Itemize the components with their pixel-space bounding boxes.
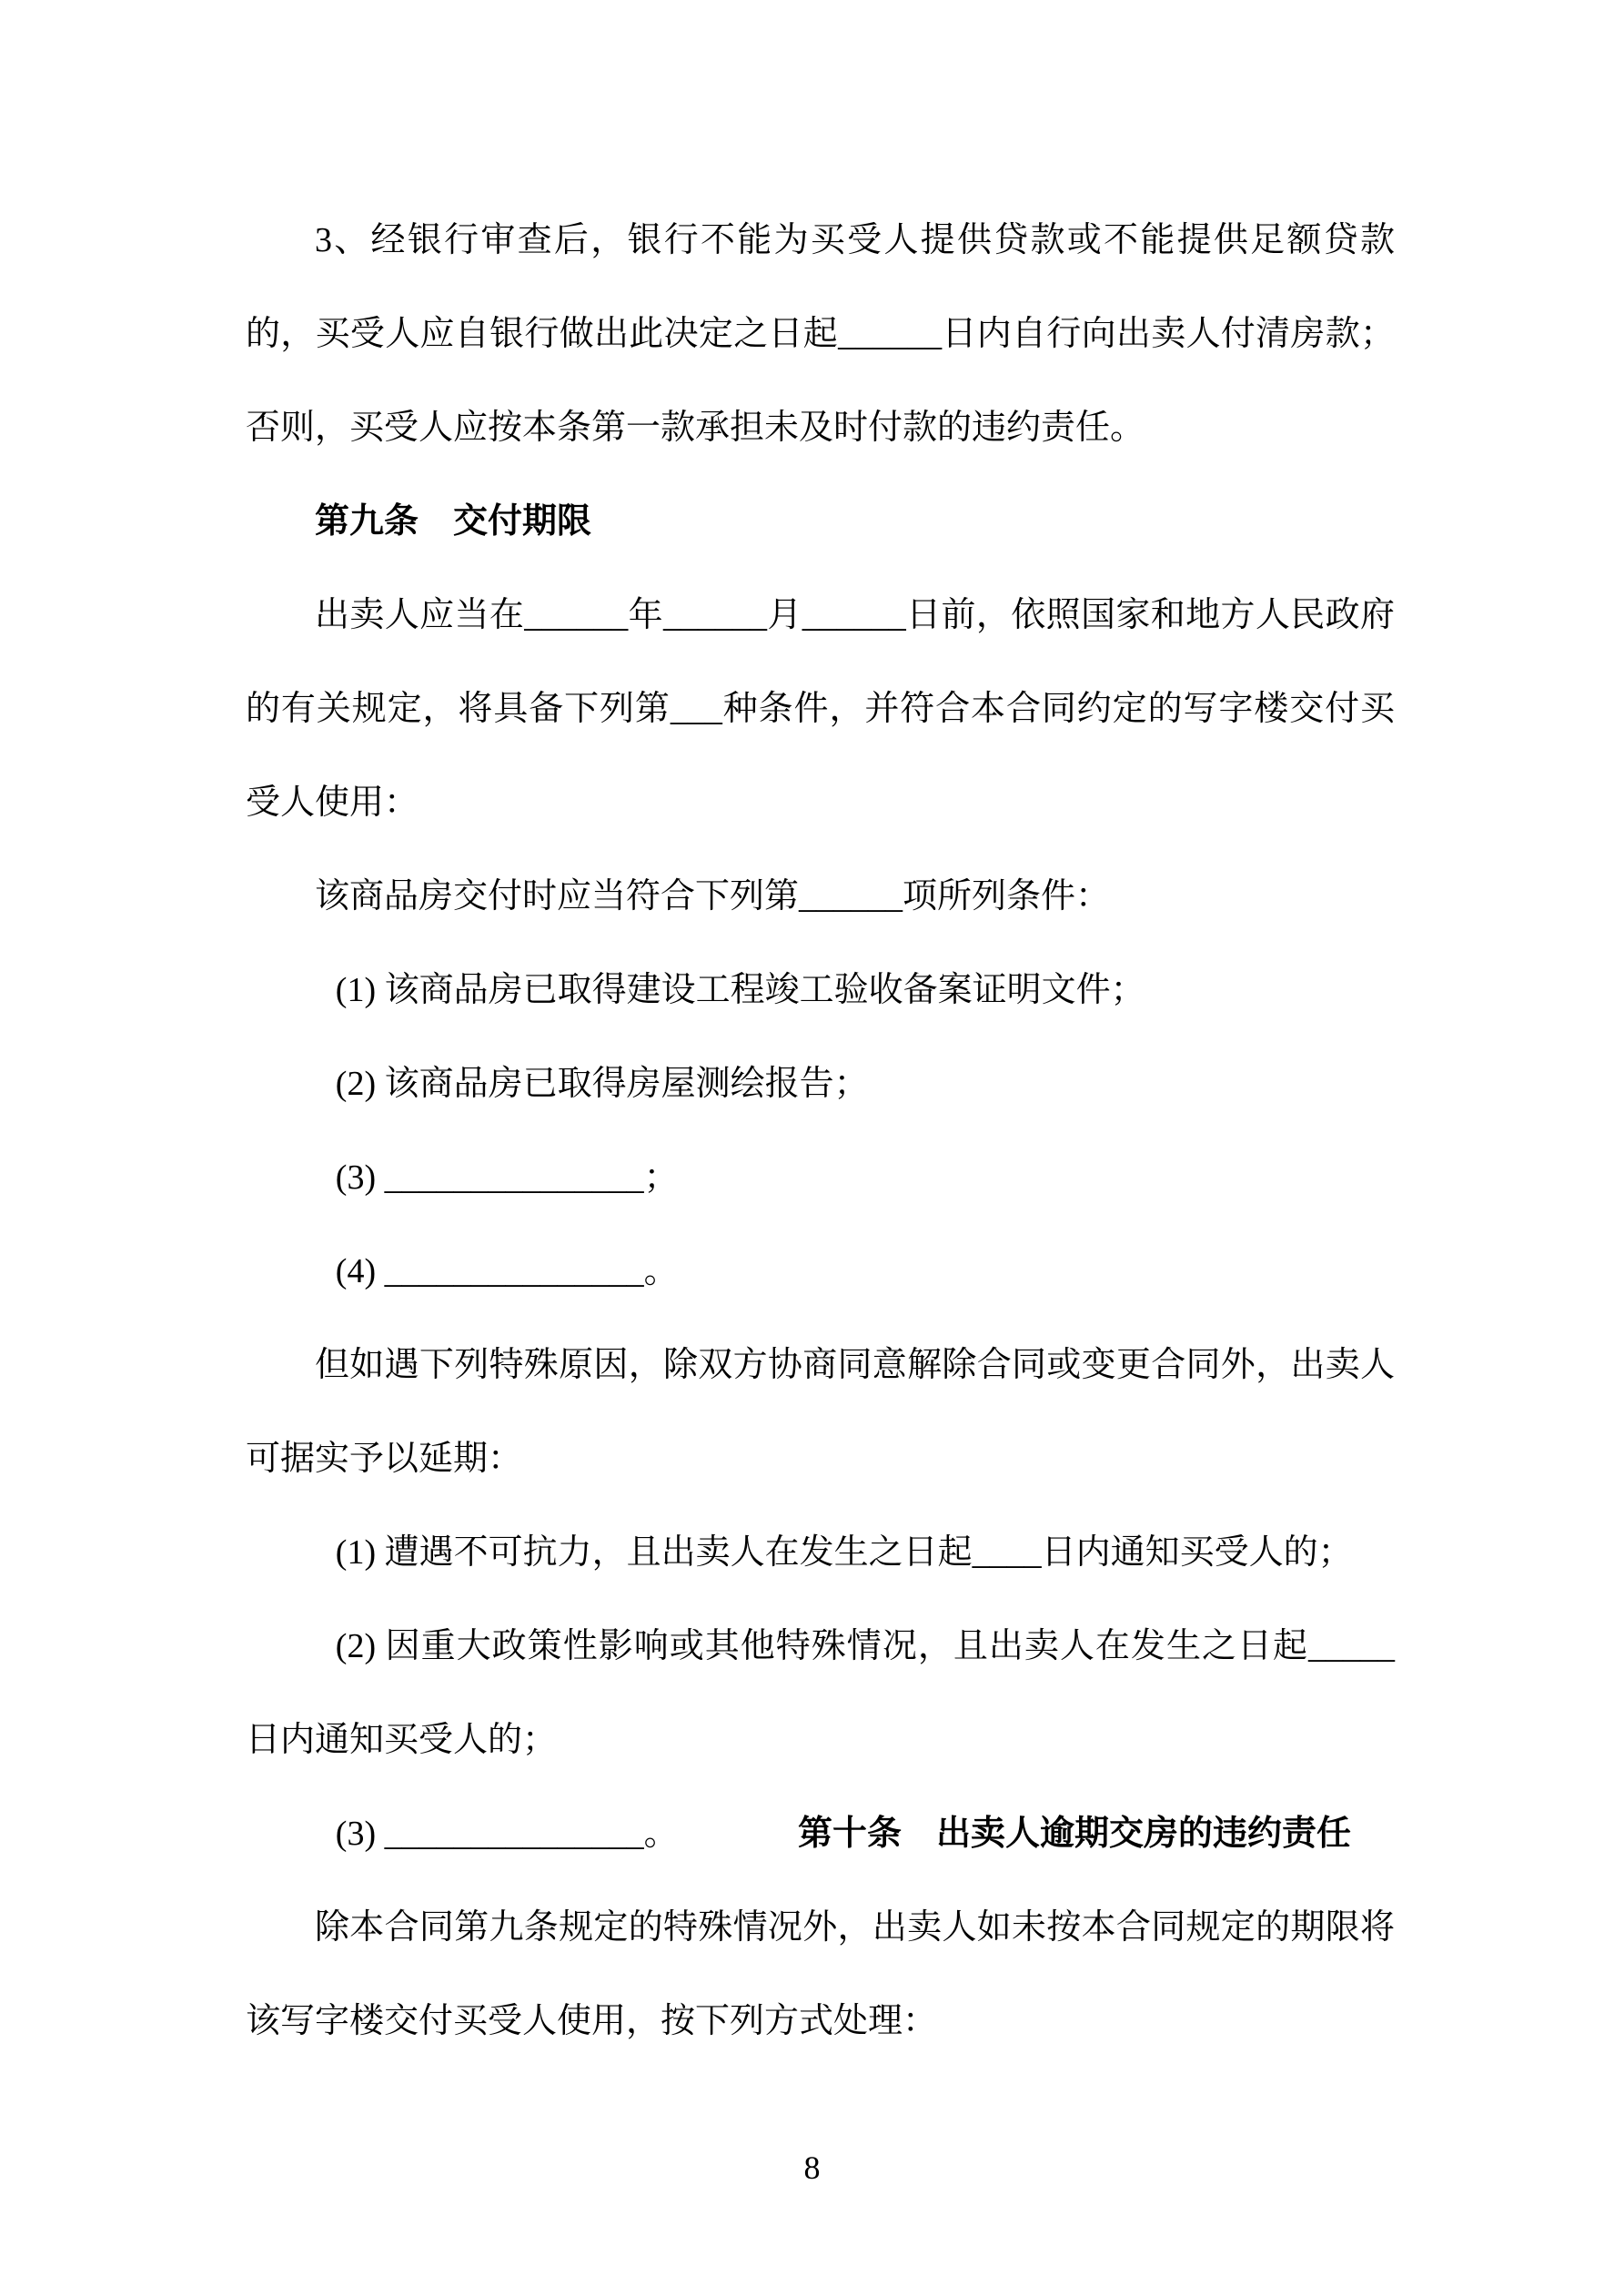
condition-item-2: (2) 该商品房已取得房屋测绘报告；: [335, 1065, 869, 1103]
clause-bank-loan: 3、经银行审查后，银行不能为买受人提供贷款或不能提供足额贷款的，买受人应自银行做出此决定之日起______日内自行向出卖人付清房款；否则，买受人应按本条第一款承担未及时付款的违约责任。: [246, 221, 1395, 447]
clause-overdue-delivery: 除本合同第九条规定的特殊情况外，出卖人如未按本合同规定的期限将该写字楼交付买受人使用，按下列方式处理：: [246, 1908, 1395, 2040]
clause-delivery-deadline: 出卖人应当在______年______月______日前，依照国家和地方人民政府的有关规定，将具备下列第___种条件，并符合本合同约定的写字楼交付买受人使用：: [246, 596, 1395, 822]
clause-delivery-conditions-intro: 该商品房交付时应当符合下列第______项所列条件：: [315, 877, 1111, 915]
clause-delay-intro: 但如遇下列特殊原因，除双方协商同意解除合同或变更合同外，出卖人可据实予以延期：: [246, 1346, 1395, 1478]
delay-reason-item-2: (2) 因重大政策性影响或其他特殊情况，且出卖人在发生之日起_____日内通知买受人的；: [246, 1627, 1395, 1759]
condition-item-1: (1) 该商品房已取得建设工程竣工验收备案证明文件；: [335, 971, 1145, 1009]
section-heading-article9: 第九条 交付期限: [315, 502, 592, 541]
delay-reason-item-1: (1) 遭遇不可抗力，且出卖人在发生之日起____日内通知买受人的；: [335, 1533, 1353, 1572]
delay-reason-item-3: (3) _______________。: [335, 1815, 679, 1853]
page-number: 8: [803, 2149, 821, 2186]
condition-item-4: (4) _______________。: [335, 1252, 679, 1290]
condition-item-3: (3) _______________；: [335, 1158, 679, 1197]
delay-reason-and-article10-row: [246, 1787, 1395, 1881]
section-heading-article10: 第十条 出卖人逾期交房的违约责任: [797, 1815, 1351, 1853]
